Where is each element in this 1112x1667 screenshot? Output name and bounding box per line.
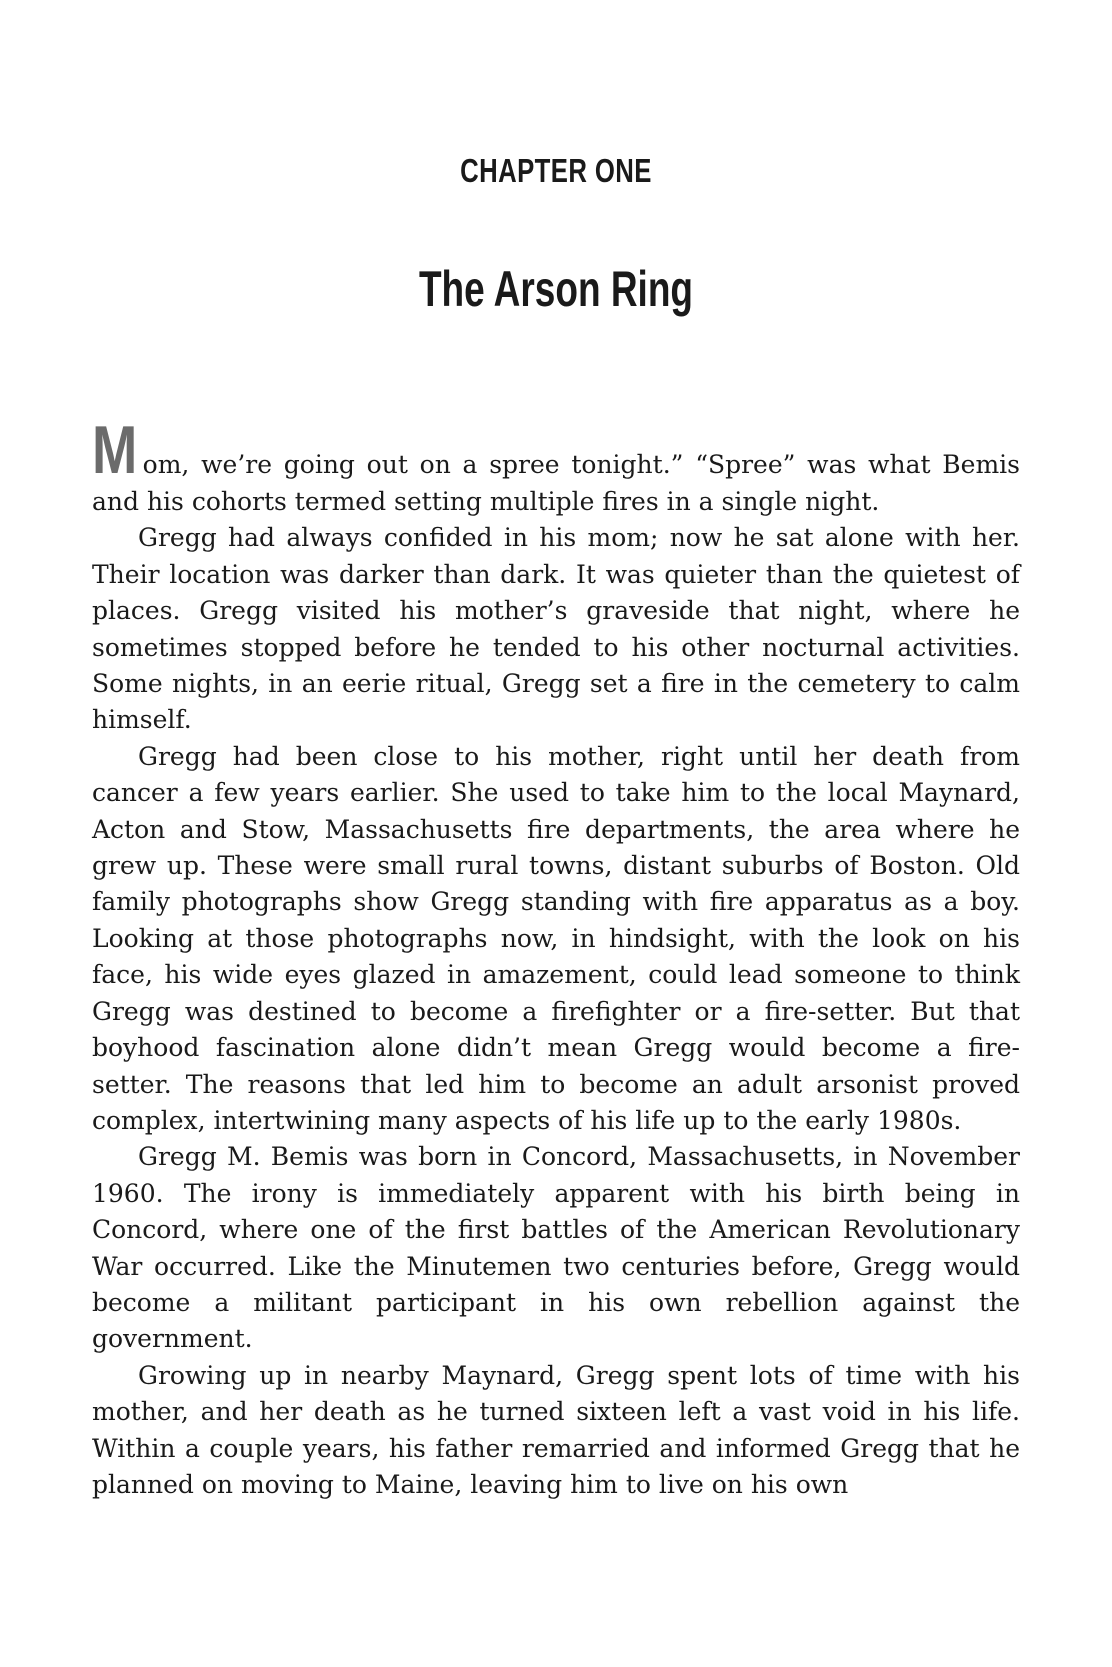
paragraph-3: Gregg had been close to his mother, right until her death from cancer a few years earlier. She used to take him to the local Maynard, Acton and Stow, Massachusetts fire departments, the area where he grew up. These were small rural towns, distant suburbs of Boston. Old family photographs show Gregg standing with fire apparatus as a boy. Looking at those photographs now, in hindsight, with the look on his face, his wide eyes glazed in amazement, could lead someone to think Gregg was destined to become a firefighter or a fire-setter. But that boyhood fascination alone didn’t mean Gregg would become a fire-setter. The reasons that led him to become an adult arsonist proved complex, intertwining many aspects of his life up to the early 1980s. — [92, 741, 1020, 1135]
drop-cap: M — [92, 412, 138, 488]
paragraph-1-text: om, we’re going out on a spree tonight.” “Spree” was what Bemis and his cohorts termed setting multiple fires in a single night. — [92, 450, 1020, 516]
paragraph-1 — [92, 412, 1020, 520]
chapter-label: CHAPTER ONE — [460, 152, 652, 189]
paragraph-4: Gregg M. Bemis was born in Concord, Massachusetts, in November 1960. The irony is immediately apparent with his birth being in Concord, where one of the first battles of the American Revolutionary War occurred. Like the Minutemen two centuries before, Gregg would become a militant participant in his own rebellion against the government. — [92, 1142, 1020, 1354]
chapter-title: The Arson Ring — [418, 261, 694, 317]
paragraph-2: Gregg had always confided in his mom; now he sat alone with her. Their location was darker than dark. It was quieter than the quietest of places. Gregg visited his mother’s graveside that night, where he sometimes stopped before he tended to his other nocturnal activities. Some nights, in an eerie ritual, Gregg set a fire in the cemetery to calm himself. — [92, 523, 1020, 735]
chapter-body — [92, 412, 1020, 1503]
paragraph-5: Growing up in nearby Maynard, Gregg spent lots of time with his mother, and her death as he turned sixteen left a vast void in his life. Within a couple years, his father remarried and informed Gregg that he planned on moving to Maine, leaving him to live on his own — [92, 1360, 1020, 1499]
